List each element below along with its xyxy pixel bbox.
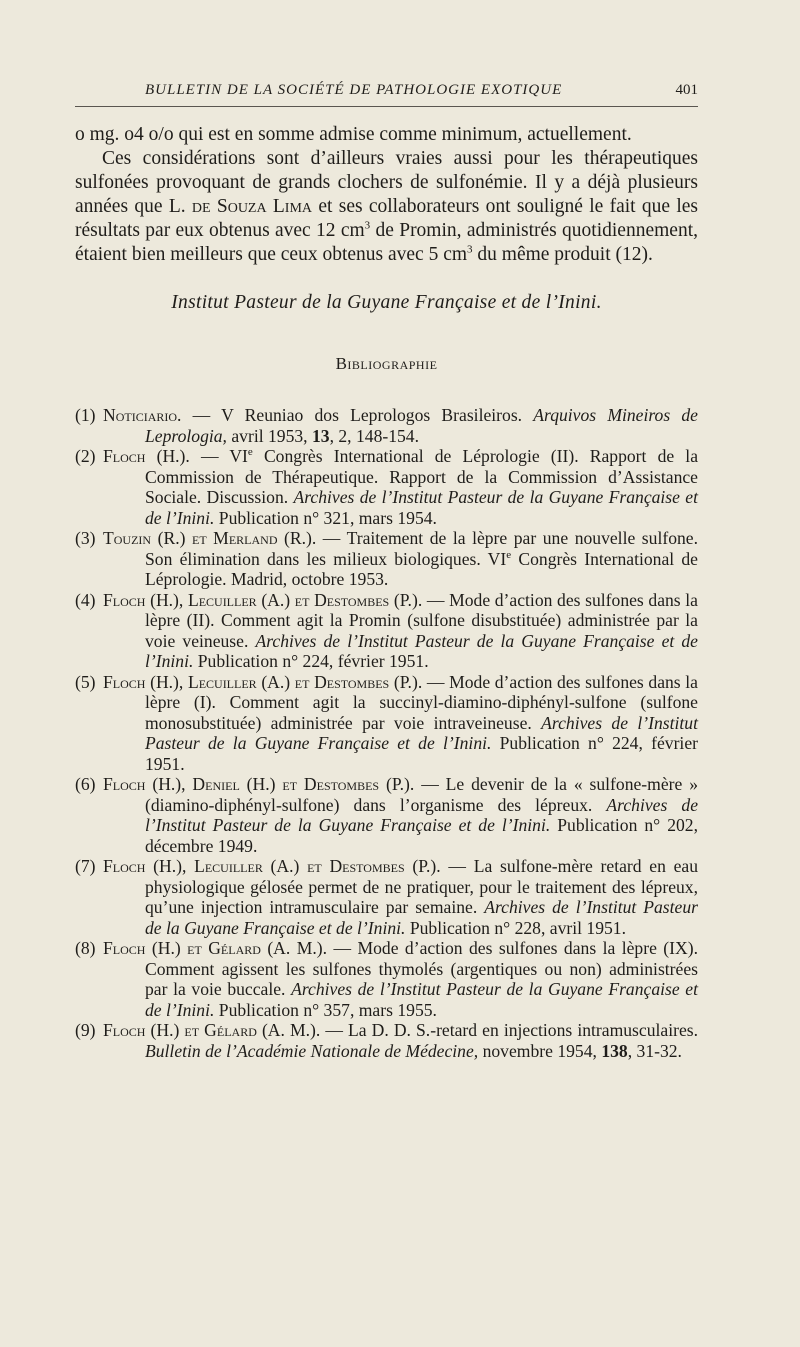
reference-authors: Noticiario. <box>103 405 182 425</box>
reference-item <box>75 672 698 775</box>
reference-item <box>75 774 698 856</box>
reference-item <box>75 1020 698 1061</box>
body-text <box>75 123 698 267</box>
reference-authors: Floch (H.) et Gélard (A. M.). <box>103 1020 321 1040</box>
journal-title: BULLETIN DE LA SOCIÉTÉ DE PATHOLOGIE EXOTIQUE <box>145 82 563 98</box>
reference-journal: Archives de l’Institut Pasteur de la Guyane Française et de l’Inini. <box>145 979 698 1020</box>
reference-text: Floch (H.), Deniel (H.) et Destombes (P.). — Le devenir de la « sulfone-mère » (diamino-diphényl-sulfone) dans l’organisme des lépreux. Archives de l’Institut Pasteur de la Guyane Française et de l’Inini. Publication n° 202, décembre 1949. <box>103 774 699 856</box>
reference-authors: Floch (H.) et Gélard (A. M.). <box>103 938 328 958</box>
reference-journal: Archives de l’Institut Pasteur de la Guyane Française et de l’Inini. <box>145 897 698 938</box>
reference-journal: Archives de l’Institut Pasteur de la Guyane Française et de l’Inini. <box>145 712 698 753</box>
institute-affiliation: Institut Pasteur de la Guyane Française et de l’Inini. <box>171 292 602 313</box>
reference-item <box>75 528 698 590</box>
reference-number: (5) <box>75 671 96 692</box>
reference-authors: Floch (H.). <box>103 446 190 466</box>
reference-number: (6) <box>75 774 96 794</box>
reference-item <box>75 938 698 1020</box>
page-number: 401 <box>675 82 698 98</box>
reference-journal: Bulletin de l’Académie Nationale de Médecine, <box>145 1040 479 1061</box>
reference-text: Touzin (R.) et Merland (R.). — Traitement de la lèpre par une nouvelle sulfone. Son élimination dans les milieux biologiques. VIe Congrès International de Léprologie. Madrid, octobre 1953. <box>103 528 698 589</box>
reference-journal: Arquivos Mineiros de Leprologia, <box>145 405 698 446</box>
paragraph-considerations: Ces considérations sont d’ailleurs vraies aussi pour les thérapeutiques sulfonées provoquant de grands clochers de sulfonémie. Il y a déjà plusieurs années que L. de Souza Lima et ses collaborateurs ont souligné le fait que les résultats par eux obtenus avec 12 $cm^3$ de Promin, administrés quotidiennement, étaient bien meilleurs que ceux obtenus avec 5 $cm^3$ du même produit (12). <box>75 148 698 265</box>
reference-journal: Archives de l’Institut Pasteur de la Guyane Française et de l’Inini. <box>145 794 699 835</box>
reference-number: (8) <box>75 938 96 958</box>
reference-authors: Floch (H.), Deniel (H.) et Destombes (P.). <box>103 774 415 794</box>
reference-volume: 13 <box>311 425 330 446</box>
reference-journal: Archives de l’Institut Pasteur de la Guyane Française et de l’Inini. <box>145 487 698 528</box>
bibliography-list <box>75 405 698 1061</box>
reference-authors: Floch (H.), Lecuiller (A.) et Destombes (P.). <box>103 589 423 610</box>
reference-number: (9) <box>75 1020 96 1040</box>
reference-number: (4) <box>75 589 96 610</box>
reference-number: (1) <box>75 405 96 425</box>
reference-number: (2) <box>75 446 96 466</box>
reference-text: Floch (H.), Lecuiller (A.) et Destombes (P.). — Mode d’action des sulfones dans la lèpre (II). Comment agit la Promin (sulfone disubstituée) administrée par la voie veineuse. Archives de l’Institut Pasteur de la Guyane Française et de l’Inini. Publication n° 224, février 1951. <box>103 589 698 671</box>
reference-volume: 138 <box>601 1040 628 1061</box>
author-name: de Souza Lima <box>191 196 313 217</box>
reference-number: (7) <box>75 856 96 876</box>
reference-text: Noticiario. — V Reuniao dos Leprologos Brasileiros. Arquivos Mineiros de Leprologia, avril 1953, 13, 2, 148-154. <box>103 405 698 446</box>
reference-item <box>75 856 698 938</box>
reference-item <box>75 590 698 672</box>
reference-text: Floch (H.), Lecuiller (A.) et Destombes (P.). — Mode d’action des sulfones dans la lèpre (I). Comment agit la succinyl-diamino-diphényl-sulfone (sulfone monosubstituée) administrée par voie intraveineuse. Archives de l’Institut Pasteur de la Guyane Française et de l’Inini. Publication n° 224, février 1951. <box>103 671 698 774</box>
reference-authors: Touzin (R.) et Merland (R.). <box>103 528 317 548</box>
paragraph-continuation: o mg. o4 o/o qui est en somme admise comme minimum, actuellement. <box>75 124 632 145</box>
reference-number: (3) <box>75 528 96 548</box>
reference-text: Floch (H.) et Gélard (A. M.). — Mode d’action des sulfones dans la lèpre (IX). Comment agissent les sulfones thymolés (argentiques ou non) administrées par la voie buccale. Archives de l’Institut Pasteur de la Guyane Française et de l’Inini. Publication n° 357, mars 1955. <box>103 938 698 1020</box>
reference-text: Floch (H.), Lecuiller (A.) et Destombes (P.). — La sulfone-mère retard en eau physiologique gélosée permet de ne pratiquer, pour le traitement des lépreux, qu’une injection intramusculaire par semaine. Archives de l’Institut Pasteur de la Guyane Française et de l’Inini. Publication n° 228, avril 1951. <box>103 856 698 938</box>
reference-authors: Floch (H.), Lecuiller (A.) et Destombes (P.). <box>103 856 441 876</box>
reference-authors: Floch (H.), Lecuiller (A.) et Destombes (P.). <box>103 671 423 692</box>
reference-journal: Archives de l’Institut Pasteur de la Guyane Française et de l’Inini. <box>145 630 698 671</box>
bibliography-heading: Bibliographie <box>335 354 438 373</box>
reference-text: Floch (H.). — VIe Congrès International de Léprologie (II). Rapport de la Commission de Thérapeutique. Rapport de la Commission d’Assistance Sociale. Discussion. Archives de l’Institut Pasteur de la Guyane Française et de l’Inini. Publication n° 321, mars 1954. <box>103 446 698 528</box>
running-header <box>75 78 698 107</box>
reference-text: Floch (H.) et Gélard (A. M.). — La D. D. S.-retard en injections intramusculaires. Bulletin de l’Académie Nationale de Médecine, novembre 1954, 138, 31-32. <box>103 1020 698 1061</box>
reference-item <box>75 446 698 528</box>
reference-item <box>75 405 698 446</box>
